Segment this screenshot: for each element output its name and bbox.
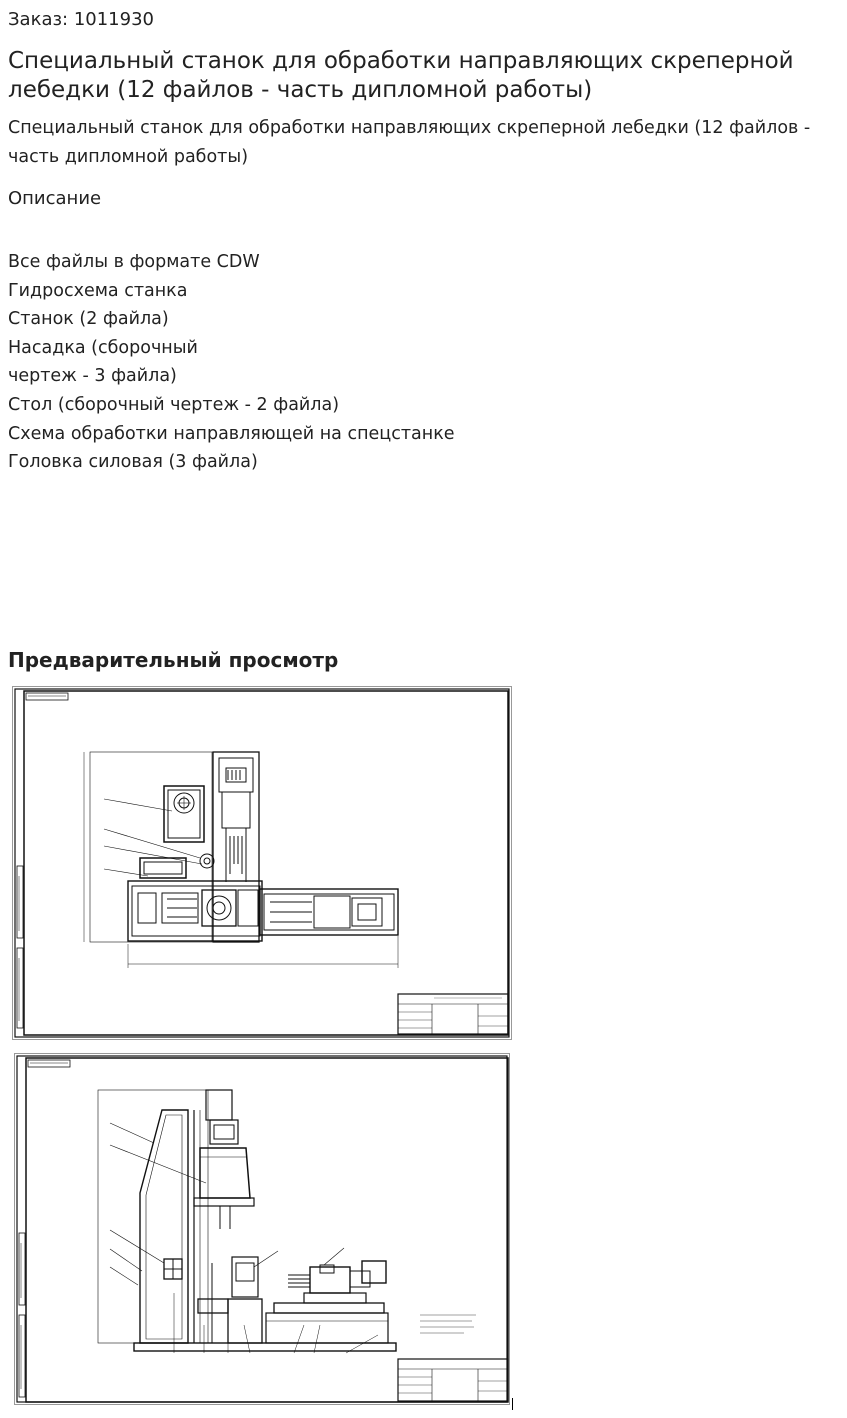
description-line: Насадка (сборочный — [8, 337, 198, 358]
description-line: Стол (сборочный чертеж - 2 файла) — [8, 394, 340, 415]
preview-heading: Предварительный просмотр — [8, 648, 339, 672]
description-line: Гидросхема станка — [8, 280, 188, 301]
description-line: Станок (2 файла) — [8, 309, 169, 330]
order-number: Заказ: 1011930 — [8, 9, 154, 30]
description-line: Схема обработки направляющей на спецстанке — [8, 423, 455, 444]
drawing-side-view-image — [14, 1053, 510, 1405]
description-line: чертеж - 3 файла) — [8, 366, 177, 387]
description-list — [8, 248, 455, 477]
description-heading: Описание — [8, 188, 102, 209]
product-subtitle: Специальный станок для обработки направляющих скреперной лебедки (12 файлов - часть дипломной работы) — [8, 118, 811, 167]
preview-image-side[interactable] — [14, 1053, 510, 1405]
description-line: Головка силовая (3 файла) — [8, 452, 258, 473]
preview-image-plan[interactable] — [12, 686, 512, 1040]
drawing-plan-view-image — [12, 686, 512, 1040]
page-title: Специальный станок для обработки направляющих скреперной лебедки (12 файлов - часть дипломной работы) — [8, 48, 794, 103]
description-line: Все файлы в формате CDW — [8, 252, 260, 272]
text-cursor — [512, 1398, 513, 1410]
